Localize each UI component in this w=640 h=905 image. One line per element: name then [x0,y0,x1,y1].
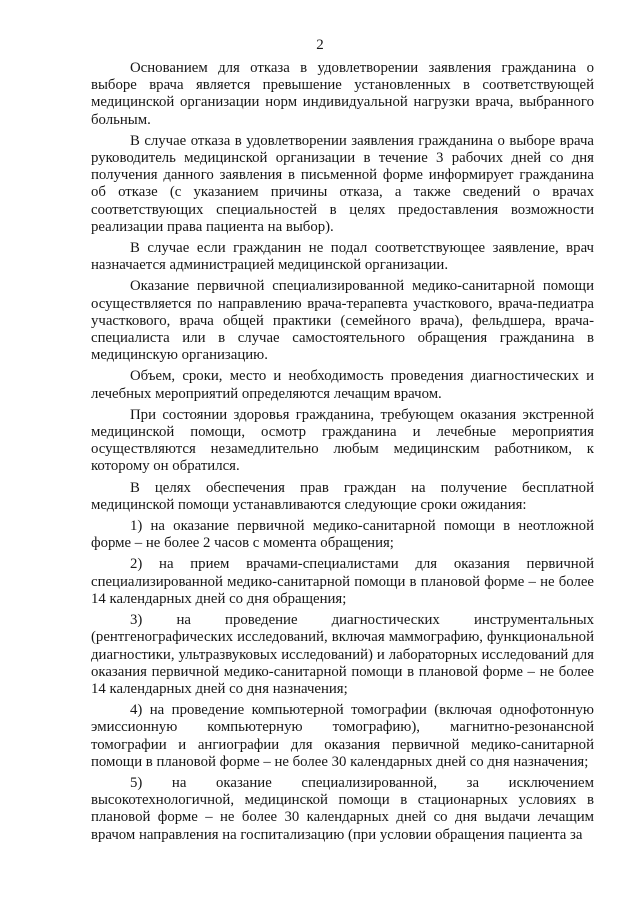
paragraph-emergency-care: При состоянии здоровья гражданина, требующем оказания экстренной медицинской помощи, осмотр гражданина и лечебные мероприятия осуществляются незамедлительно любым медицинским работником, к которому он обратился. [91,406,594,475]
list-item-1: 1) на оказание первичной медико-санитарной помощи в неотложной форме – не более 2 часов с момента обращения; [91,518,594,552]
paragraph-scope-determination: Объем, сроки, место и необходимость проведения диагностических и лечебных мероприятий определяются лечащим врачом. [91,368,594,402]
list-item-4: 4) на проведение компьютерной томографии (включая однофотонную эмиссионную компьютерную томографию), магнитно-резонансной томографии и ангиографии для оказания первичной медико-санитарной помощи в плановой форме – не более 30 календарных дней со дня назначения; [91,702,594,770]
paragraph-refusal-grounds: Основанием для отказа в удовлетворении заявления гражданина о выборе врача является превышение установленных в соответствующей медицинской организации норм индивидуальной нагрузки врача, выбранного больным. [91,60,594,128]
paragraph-specialized-care-referral: Оказание первичной специализированной медико-санитарной помощи осуществляется по направлению врача-терапевта участкового, врача-педиатра участкового, врача общей практики (семейного врача), фельдшера, врача-специалиста или в случае самостоятельного обращения гражданина в медицинскую организацию. [91,278,594,364]
list-item-2: 2) на прием врачами-специалистами для оказания первичной специализированной медико-санитарной помощи в плановой форме – не более 14 календарных дней со дня обращения; [91,556,594,607]
document-body [91,60,594,844]
paragraph-waiting-times-intro: В целях обеспечения прав граждан на получение бесплатной медицинской помощи устанавливаются следующие сроки ожидания: [91,479,594,513]
paragraph-no-application: В случае если гражданин не подал соответствующее заявление, врач назначается администрацией медицинской организации. [91,240,594,274]
list-item-3: 3) на проведение диагностических инструментальных (рентгенографических исследований, включая маммографию, функциональной диагностики, ультразвуковых исследований) и лабораторных исследований для оказания первичной медико-санитарной помощи в плановой форме – не более 14 календарных дней со дня назначения; [91,612,594,697]
paragraph-refusal-procedure: В случае отказа в удовлетворении заявления гражданина о выборе врача руководитель медицинской организации в течение 3 рабочих дней со дня получения данного заявления в письменной форме информирует гражданина об отказе (с указанием причины отказа, а также сведений о врачах соответствующих специальностей в целях предоставления возможности реализации права пациента на выбор). [91,132,594,235]
page-number: 2 [316,37,324,53]
list-item-5: 5) на оказание специализированной, за исключением высокотехнологичной, медицинской помощи в стационарных условиях в плановой форме – не более 30 календарных дней со дня выдачи лечащим врачом направления на госпитализацию (при условии обращения пациента за [91,774,594,843]
